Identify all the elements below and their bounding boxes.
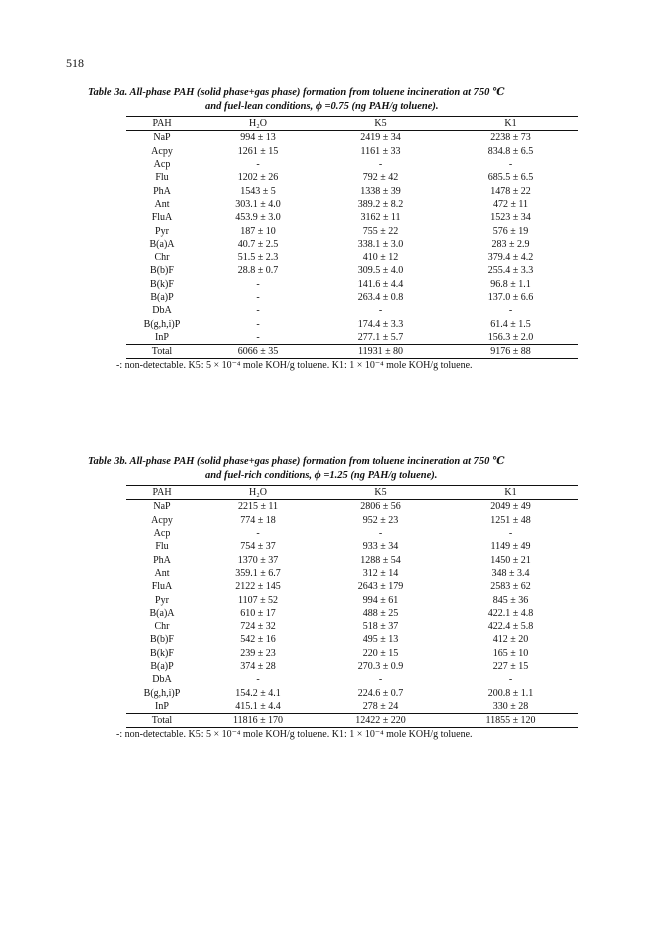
table-row: [126, 700, 578, 714]
value-cell: 137.0 ± 6.6: [487, 292, 534, 303]
table-row: [126, 686, 578, 699]
value-cell: 389.2 ± 8.2: [357, 198, 404, 210]
value-cell: 303.1 ± 4.0: [235, 198, 281, 210]
table-footnote: -: non-detectable. K5: 5 × 10⁻⁴ mole KOH/g toluene. K1: 1 × 10⁻⁴ mole KOH/g toluene.: [116, 360, 473, 372]
value-cell: 1107 ± 52: [237, 594, 279, 606]
value-cell: 2643 ± 179: [357, 581, 404, 593]
value-cell: -: [378, 674, 383, 686]
value-cell: -: [508, 159, 513, 171]
value-cell: 28.8 ± 0.7: [237, 265, 279, 277]
table-row: [126, 553, 578, 566]
value-cell: 255.4 ± 3.3: [487, 265, 534, 277]
pah-name-cell: Acpy: [151, 514, 173, 526]
value-cell: 2215 ± 11: [237, 501, 279, 513]
value-cell: 227 ± 15: [492, 661, 529, 672]
header-cell: H₂O: [198, 486, 318, 500]
table-row: [126, 304, 578, 317]
pah-name-cell: DbA: [152, 305, 172, 317]
value-cell: 422.4 ± 5.8: [487, 621, 534, 633]
value-cell: 2122 ± 145: [235, 581, 281, 593]
value-cell: 792 ± 42: [362, 172, 399, 184]
header-cell: K5: [318, 117, 443, 131]
header-cell: PAH: [126, 117, 198, 131]
value-cell: 933 ± 34: [362, 541, 399, 553]
value-cell: 412 ± 20: [492, 634, 529, 646]
value-cell: 220 ± 15: [362, 647, 399, 659]
table-row: [126, 527, 578, 540]
value-cell: 2049 ± 49: [490, 501, 531, 513]
value-cell: 51.5 ± 2.3: [237, 252, 279, 264]
value-cell: 330 ± 28: [492, 700, 529, 712]
value-cell: -: [256, 159, 260, 171]
value-cell: 187 ± 10: [240, 225, 276, 237]
value-cell: -: [256, 318, 260, 330]
value-cell: 239 ± 23: [240, 647, 276, 659]
value-cell: 518 ± 37: [362, 621, 399, 633]
pah-name-cell: Pyr: [155, 594, 169, 606]
pah-name-cell: Acp: [153, 159, 171, 171]
total-value: 12422 ± 220: [318, 714, 443, 728]
pah-name-cell: B(b)F: [150, 634, 174, 646]
table-3a: [0, 86, 653, 371]
header-cell: K1: [443, 486, 578, 500]
value-cell: 453.9 ± 3.0: [235, 212, 281, 224]
value-cell: 348 ± 3.4: [491, 567, 530, 579]
value-cell: 2806 ± 56: [360, 501, 401, 513]
total-row: [126, 345, 578, 359]
pah-name-cell: Chr: [154, 621, 170, 633]
value-cell: 278 ± 24: [362, 700, 399, 712]
total-value: 6066 ± 35: [198, 345, 318, 359]
value-cell: 1261 ± 15: [237, 145, 279, 157]
value-cell: 576 ± 19: [492, 225, 529, 237]
value-cell: -: [508, 674, 513, 686]
page-number: 518: [66, 56, 84, 70]
pah-name-cell: B(k)F: [150, 647, 174, 659]
value-cell: -: [256, 528, 260, 540]
pah-name-cell: B(g,h,i)P: [143, 318, 181, 330]
value-cell: 724 ± 32: [240, 621, 276, 633]
value-cell: 270.3 ± 0.9: [357, 661, 404, 672]
header-row: [126, 486, 578, 500]
value-cell: 374 ± 28: [240, 661, 276, 672]
header-cell: H₂O: [198, 117, 318, 131]
table-caption: [0, 455, 653, 483]
value-cell: 61.4 ± 1.5: [490, 318, 531, 330]
value-cell: 422.1 ± 4.8: [487, 607, 534, 619]
table-row: [126, 331, 578, 345]
table-row: [126, 198, 578, 211]
total-value: 11931 ± 80: [318, 345, 443, 359]
pah-name-cell: InP: [155, 700, 169, 712]
value-cell: 754 ± 37: [240, 541, 276, 553]
pah-name-cell: B(a)A: [149, 607, 175, 619]
caption-line-1: Table 3b. All-phase PAH (solid phase+gas phase) formation from toluene incineration at 750 ℃: [88, 456, 505, 467]
pah-name-cell: FluA: [151, 581, 173, 593]
value-cell: 359.1 ± 6.7: [235, 567, 281, 579]
value-cell: -: [256, 278, 260, 290]
table-row: [126, 660, 578, 673]
pah-name-cell: B(a)P: [150, 661, 174, 672]
pah-name-cell: Flu: [155, 541, 169, 553]
value-cell: 415.1 ± 4.4: [235, 700, 281, 712]
pah-name-cell: Acp: [153, 528, 171, 540]
value-cell: 40.7 ± 2.5: [237, 238, 279, 250]
pah-name-cell: B(k)F: [150, 278, 174, 290]
pah-name-cell: B(b)F: [150, 265, 174, 277]
value-cell: 2238 ± 73: [490, 132, 531, 144]
value-cell: -: [256, 331, 260, 343]
table-row: [126, 291, 578, 304]
pah-name-cell: DbA: [152, 674, 172, 686]
value-cell: 224.6 ± 0.7: [357, 687, 404, 699]
value-cell: 2419 ± 34: [360, 132, 401, 144]
value-cell: 952 ± 23: [362, 514, 399, 526]
table-row: [126, 633, 578, 646]
pah-name-cell: Chr: [154, 252, 170, 264]
value-cell: -: [508, 305, 513, 317]
total-value: 11855 ± 120: [443, 714, 578, 728]
value-cell: 1149 ± 49: [490, 541, 531, 553]
value-cell: -: [378, 305, 383, 317]
table-row: [126, 317, 578, 330]
table-row: [126, 278, 578, 291]
value-cell: 1370 ± 37: [237, 554, 279, 566]
table-caption: [0, 86, 653, 114]
pah-name-cell: B(a)P: [150, 292, 174, 303]
value-cell: 1251 ± 48: [490, 514, 531, 526]
table-3b: [0, 455, 653, 740]
header-row: [126, 117, 578, 131]
table-row: [126, 131, 578, 145]
table-row: [126, 224, 578, 237]
value-cell: 1543 ± 5: [240, 185, 276, 197]
table-row: [126, 607, 578, 620]
total-label: Total: [126, 714, 198, 728]
value-cell: 685.5 ± 6.5: [487, 172, 534, 184]
pah-name-cell: Flu: [155, 172, 169, 184]
data-table: [126, 116, 578, 359]
value-cell: 1202 ± 26: [237, 172, 279, 184]
value-cell: -: [378, 528, 383, 540]
table-row: [126, 673, 578, 686]
value-cell: -: [508, 528, 513, 540]
pah-name-cell: NaP: [153, 132, 171, 144]
value-cell: 3162 ± 11: [360, 212, 401, 224]
value-cell: 1288 ± 54: [360, 554, 401, 566]
total-value: 9176 ± 88: [443, 345, 578, 359]
value-cell: 1478 ± 22: [490, 185, 531, 197]
value-cell: 154.2 ± 4.1: [235, 687, 281, 699]
table-row: [126, 251, 578, 264]
value-cell: 1450 ± 21: [490, 554, 531, 566]
value-cell: 472 ± 11: [492, 198, 529, 210]
value-cell: 834.8 ± 6.5: [487, 145, 534, 157]
value-cell: -: [256, 305, 260, 317]
pah-name-cell: PhA: [153, 554, 171, 566]
pah-name-cell: B(a)A: [149, 238, 175, 250]
table-row: [126, 145, 578, 158]
data-table: [126, 485, 578, 728]
table-row: [126, 264, 578, 277]
table-row: [126, 540, 578, 553]
value-cell: 283 ± 2.9: [491, 238, 530, 250]
table-row: [126, 171, 578, 184]
value-cell: 610 ± 17: [240, 607, 276, 619]
value-cell: 774 ± 18: [240, 514, 276, 526]
table-row: [126, 580, 578, 593]
value-cell: 755 ± 22: [362, 225, 399, 237]
value-cell: 1161 ± 33: [360, 145, 401, 157]
table-row: [126, 238, 578, 251]
table-row: [126, 620, 578, 633]
value-cell: 488 ± 25: [362, 607, 399, 619]
total-row: [126, 714, 578, 728]
pah-name-cell: Ant: [154, 198, 170, 210]
pah-name-cell: Ant: [154, 567, 170, 579]
value-cell: 141.6 ± 4.4: [357, 278, 404, 290]
table-row: [126, 593, 578, 606]
value-cell: 312 ± 14: [362, 567, 399, 579]
total-value: 11816 ± 170: [198, 714, 318, 728]
header-cell: K1: [443, 117, 578, 131]
pah-name-cell: PhA: [153, 185, 171, 197]
value-cell: 96.8 ± 1.1: [490, 278, 531, 290]
caption-line-2: and fuel-lean conditions, ϕ =0.75 (ng PAH/g toluene).: [205, 101, 439, 112]
value-cell: 495 ± 13: [362, 634, 399, 646]
table-row: [126, 514, 578, 527]
pah-name-cell: NaP: [153, 501, 171, 513]
value-cell: 1338 ± 39: [360, 185, 401, 197]
value-cell: 845 ± 36: [492, 594, 529, 606]
table-row: [126, 567, 578, 580]
value-cell: 200.8 ± 1.1: [487, 687, 534, 699]
value-cell: 174.4 ± 3.3: [357, 318, 404, 330]
value-cell: 263.4 ± 0.8: [357, 292, 404, 303]
table-row: [126, 158, 578, 171]
pah-name-cell: Pyr: [155, 225, 169, 237]
value-cell: -: [378, 159, 383, 171]
value-cell: 277.1 ± 5.7: [357, 331, 404, 343]
caption-line-1: Table 3a. All-phase PAH (solid phase+gas phase) formation from toluene incineration at 750 ℃: [88, 87, 505, 98]
header-cell: K5: [318, 486, 443, 500]
value-cell: 156.3 ± 2.0: [487, 331, 534, 343]
pah-name-cell: FluA: [151, 212, 173, 224]
value-cell: 410 ± 12: [362, 252, 399, 264]
header-cell: PAH: [126, 486, 198, 500]
value-cell: 542 ± 16: [240, 634, 276, 646]
table-row: [126, 647, 578, 660]
value-cell: 994 ± 13: [240, 132, 276, 144]
value-cell: 165 ± 10: [492, 647, 529, 659]
total-label: Total: [126, 345, 198, 359]
table-row: [126, 184, 578, 197]
table-row: [126, 500, 578, 514]
value-cell: -: [256, 674, 260, 686]
table-row: [126, 211, 578, 224]
pah-name-cell: B(g,h,i)P: [143, 687, 181, 699]
value-cell: 2583 ± 62: [490, 581, 531, 593]
caption-line-2: and fuel-rich conditions, ϕ =1.25 (ng PAH/g toluene).: [205, 470, 438, 481]
pah-name-cell: InP: [155, 331, 169, 343]
value-cell: 338.1 ± 3.0: [357, 238, 404, 250]
value-cell: 1523 ± 34: [490, 212, 531, 224]
value-cell: 994 ± 61: [362, 594, 399, 606]
pah-name-cell: Acpy: [151, 145, 173, 157]
value-cell: 309.5 ± 4.0: [357, 265, 404, 277]
table-footnote: -: non-detectable. K5: 5 × 10⁻⁴ mole KOH/g toluene. K1: 1 × 10⁻⁴ mole KOH/g toluene.: [116, 729, 473, 741]
value-cell: -: [256, 292, 260, 303]
value-cell: 379.4 ± 4.2: [487, 252, 534, 264]
